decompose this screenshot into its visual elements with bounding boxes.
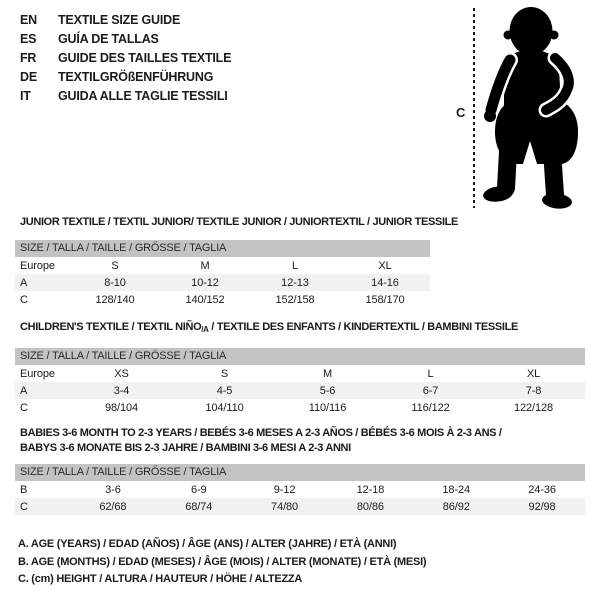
row-label: A: [20, 276, 28, 289]
size-value-cell: 128/140: [95, 293, 135, 306]
children-size-table: [15, 365, 585, 416]
row-label: C: [20, 401, 28, 414]
language-list: [20, 11, 231, 106]
size-value-cell: XS: [114, 367, 129, 380]
size-value-cell: L: [291, 259, 299, 272]
babies-textile-section: [15, 426, 585, 515]
title-text: BABYS 3-6 MONATE BIS 2-3 JAHRE / BAMBINI 3-6 MESI A 2-3 ANNI: [20, 442, 351, 454]
row-label: C: [20, 500, 28, 513]
table-title-line: [20, 320, 585, 337]
size-value-cell: XL: [526, 367, 541, 380]
table-title-line: [20, 426, 585, 441]
size-value-cell: 116/122: [411, 401, 450, 414]
language-label: TEXTILGRÖßENFÜHRUNG: [58, 70, 214, 84]
title-text: BABIES 3-6 MONTH TO 2-3 YEARS / BEBÉS 3-6 MESES A 2-3 AÑOS / BÉBÉS 3-6 MOIS À 2-3 ANS /: [20, 427, 502, 439]
table-title-line: [20, 215, 458, 230]
subscript-text: /A: [201, 325, 209, 334]
size-value-cell: 6-7: [422, 384, 439, 397]
size-value-cell: 12-18: [356, 483, 385, 496]
junior-textile-section: [15, 215, 458, 308]
row-label: B: [20, 483, 28, 496]
size-value-cell: 98/104: [104, 401, 139, 414]
size-value-cell: 110/116: [308, 401, 347, 414]
legend: [18, 536, 426, 589]
language-code: ES: [20, 32, 37, 46]
size-value-cell: 8-10: [104, 276, 126, 289]
title-text: JUNIOR TEXTILE / TEXTIL JUNIOR/ TEXTILE JUNIOR / JUNIORTEXTIL / JUNIOR TESSILE: [20, 216, 459, 228]
size-value-cell: 6-9: [190, 483, 207, 496]
size-value-cell: M: [200, 259, 210, 272]
size-value-cell: 74/80: [271, 500, 299, 513]
table-row: [15, 498, 585, 515]
size-value-cell: 80/86: [356, 500, 384, 513]
size-value-cell: 14-16: [371, 276, 399, 289]
junior-table-title: [15, 215, 458, 230]
toddler-silhouette-icon: [480, 4, 599, 212]
size-value-cell: 3-4: [113, 384, 130, 397]
babies-table-title: [15, 426, 585, 456]
language-row: [20, 11, 231, 30]
size-value-cell: 152/158: [275, 293, 315, 306]
size-value-cell: S: [111, 259, 119, 272]
language-row: [20, 30, 231, 49]
size-value-cell: 3-6: [105, 483, 121, 496]
size-value-cell: 104/110: [205, 401, 244, 414]
size-value-cell: XL: [378, 259, 392, 272]
legend-line: A. AGE (YEARS) / EDAD (AÑOS) / ÂGE (ANS) / ALTER (JAHRE) / ETÀ (ANNI): [18, 538, 397, 550]
language-code: FR: [20, 51, 37, 65]
size-value-cell: L: [427, 367, 434, 380]
children-textile-section: [15, 320, 585, 416]
row-label: Europe: [20, 367, 55, 380]
size-value-cell: 158/170: [365, 293, 405, 306]
size-value-cell: 140/152: [185, 293, 225, 306]
size-header-bar: SIZE / TALLA / TAILLE / GRÖSSE / TAGLIA: [15, 464, 585, 481]
language-label: TEXTILE SIZE GUIDE: [58, 13, 181, 27]
language-row: [20, 87, 231, 106]
language-row: [20, 49, 231, 68]
size-value-cell: S: [220, 367, 229, 380]
table-row: [15, 257, 430, 274]
row-label: C: [20, 293, 28, 306]
size-value-cell: 18-24: [442, 483, 471, 496]
size-header-bar: SIZE / TALLA / TAILLE / GRÖSSE / TAGLIA: [15, 348, 585, 365]
legend-line: B. AGE (MONTHS) / EDAD (MESES) / ÂGE (MOIS) / ALTER (MONATE) / ETÀ (MESI): [18, 555, 427, 568]
junior-size-table: [15, 257, 430, 308]
language-label: GUÍA DE TALLAS: [58, 32, 159, 46]
size-value-cell: 4-5: [216, 384, 233, 397]
size-value-cell: 7-8: [525, 384, 542, 397]
size-header-bar: SIZE / TALLA / TAILLE / GRÖSSE / TAGLIA: [15, 240, 430, 257]
size-value-cell: 12-13: [281, 276, 309, 289]
height-measure-dashed-line: [473, 8, 475, 208]
language-label: GUIDA ALLE TAGLIE TESSILI: [58, 89, 228, 103]
row-label: Europe: [20, 259, 55, 272]
table-title-line: [20, 441, 585, 456]
height-measure-label: C: [456, 105, 466, 120]
children-table-title: [15, 320, 585, 337]
title-text: / TEXTILE DES ENFANTS / KINDERTEXTIL / BAMBINI TESSILE: [208, 321, 518, 333]
row-label: A: [20, 384, 28, 397]
table-row: [15, 365, 585, 382]
size-value-cell: 9-12: [273, 483, 296, 496]
language-row: [20, 68, 231, 87]
size-value-cell: 24-36: [528, 483, 556, 496]
language-label: GUIDE DES TAILLES TEXTILE: [58, 51, 232, 65]
size-value-cell: M: [322, 367, 333, 380]
title-text: CHILDREN'S TEXTILE / TEXTIL NIÑO: [20, 321, 202, 333]
size-value-cell: 92/98: [528, 500, 556, 513]
table-row: [15, 481, 585, 498]
table-row: [15, 291, 430, 308]
size-value-cell: 62/68: [99, 500, 127, 513]
table-row: [15, 274, 430, 291]
size-value-cell: 10-12: [191, 276, 219, 289]
size-value-cell: 122/128: [513, 401, 554, 414]
babies-size-table: [15, 481, 585, 515]
size-value-cell: 86/92: [442, 500, 470, 513]
size-value-cell: 5-6: [319, 384, 336, 397]
table-row: [15, 399, 585, 416]
table-row: [15, 382, 585, 399]
language-code: DE: [20, 70, 37, 84]
language-code: EN: [20, 13, 37, 27]
language-code: IT: [20, 89, 31, 103]
size-value-cell: 68/74: [185, 500, 213, 513]
legend-line: C. (cm) HEIGHT / ALTURA / HAUTEUR / HÖHE / ALTEZZA: [18, 573, 303, 585]
